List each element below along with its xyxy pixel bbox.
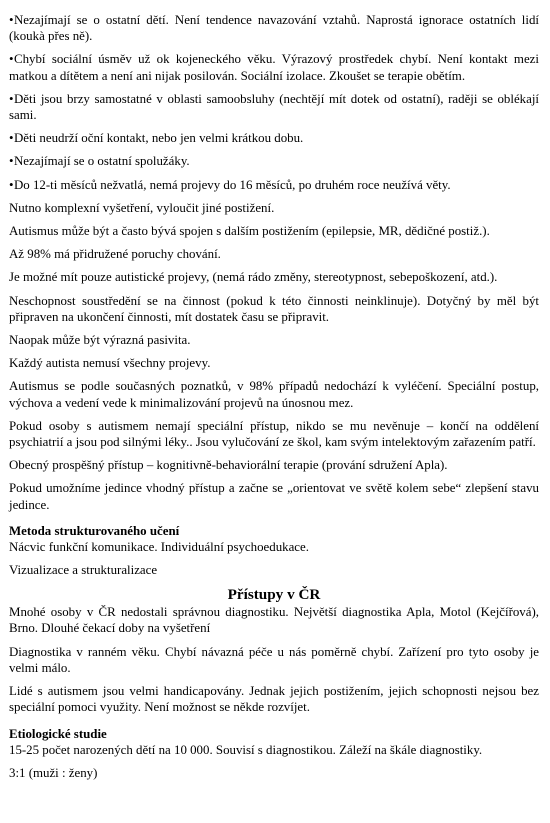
- paragraph: Mnohé osoby v ČR nedostali správnou diagnostiku. Největší diagnostika Apla, Motol (Kejčířová), Brno. Dlouhé čekací doby na vyšetření: [9, 605, 539, 636]
- paragraph: Nutno komplexní vyšetření, vyloučit jiné postižení.: [9, 200, 275, 215]
- bullet-icon: •: [9, 91, 14, 106]
- paragraph: 3:1 (muži : ženy): [9, 765, 98, 780]
- section-heading-metoda: Metoda strukturovaného učení: [9, 523, 180, 538]
- bullet-text: Do 12-ti měsíců nežvatlá, nemá projevy do 16 měsíců, po druhém roce neužívá věty.: [14, 177, 451, 192]
- paragraph: Nácvic funkční komunikace. Individuální psychoedukace.: [9, 539, 309, 554]
- bullet-paragraph: [9, 130, 539, 146]
- paragraph: Autismus se podle současných poznatků, v 98% případů nedochází k vyléčení. Speciální postup, výchova a vedení vede k minimalizování projevů na únosnou mez.: [9, 379, 539, 410]
- paragraph: Pokud osoby s autismem nemají speciální přístup, nikdo se mu nevěnuje – končí na oddělení psychiatrií a jsou pod silnými léky.. Jsou vylučování ze škol, kam svým intelektovým zařazením patří.: [9, 418, 539, 450]
- paragraph: Diagnostika v ranném věku. Chybí návazná péče u nás poměrně chybí. Zařízení pro tyto osoby je velmi málo.: [9, 644, 539, 675]
- etiology-section: [9, 726, 539, 781]
- section-heading-pristupy: Přístupy v ČR: [227, 586, 321, 604]
- paragraph: Lidé s autismem jsou velmi handicapovány. Jednak jejich postižením, jejich schopnosti nejsou bez speciální pomoci využity. Není možnost se někde rozvíjet.: [9, 684, 539, 715]
- paragraph: Neschopnost soustředění se na činnost (pokud k této činnosti neinklinuje). Dotyčný by měl být připraven na ukončení činnosti, mít dostatek času se připravit.: [9, 293, 539, 324]
- approaches-cr-section: [9, 585, 539, 715]
- document-page: [9, 12, 539, 788]
- bullet-paragraph: [9, 51, 539, 83]
- paragraph: Až 98% má přidružené poruchy chování.: [9, 247, 221, 262]
- bullet-paragraph: [9, 153, 539, 169]
- paragraph: Autismus může být a často bývá spojen s dalším postižením (epilepsie, MR, dědičné postiž.).: [9, 224, 490, 239]
- bullet-text: Nezajímají se o ostatní dětí. Není tendence navazování vztahů. Naprostá ignorace ostatních lidí (koukà přes ně).: [9, 13, 539, 44]
- bullet-text: Děti jsou brzy samostatné v oblasti samoobsluhy (nechtějí mít dotek od ostatní), raději se oblékají sami.: [9, 91, 539, 123]
- bullet-text: Nezajímají se o ostatní spolužáky.: [14, 154, 190, 169]
- bullet-icon: •: [9, 131, 14, 146]
- bullet-icon: •: [9, 13, 14, 27]
- general-notes: [9, 200, 539, 513]
- bullet-icon: •: [9, 177, 14, 192]
- paragraph: Naopak může být výrazná pasivita.: [9, 333, 191, 348]
- section-heading-etiologie: Etiologické studie: [9, 726, 107, 741]
- bullet-text: Děti neudrží oční kontakt, nebo jen velmi krátkou dobu.: [14, 131, 304, 146]
- bullet-text: Chybí sociální úsměv už ok kojeneckého věku. Výrazový prostředek chybí. Není kontakt mezi matkou a dítětem a není ani nijak posilován. Sociální izolace. Zkoušet se terapie obětím.: [9, 52, 539, 83]
- symptom-bullet-list: [9, 12, 539, 193]
- paragraph: Pokud umožníme jedince vhodný přístup a začne se „orientovat ve světě kolem sebe“ zlepšení stavu jedince.: [9, 481, 539, 512]
- bullet-icon: •: [9, 154, 14, 169]
- bullet-paragraph: [9, 91, 539, 123]
- bullet-paragraph: [9, 177, 539, 193]
- structured-learning-section: [9, 523, 539, 578]
- bullet-paragraph: [9, 12, 539, 44]
- paragraph: Je možné mít pouze autistické projevy, (nemá rádo změny, stereotypnost, sebepoškození, atd.).: [9, 270, 498, 285]
- paragraph: Vizualizace a strukturalizace: [9, 563, 158, 578]
- paragraph: Každý autista nemusí všechny projevy.: [9, 356, 211, 371]
- bullet-icon: •: [9, 52, 14, 67]
- paragraph: 15-25 počet narozených dětí na 10 000. Souvisí s diagnostikou. Záleží na škále diagnostiky.: [9, 742, 483, 757]
- paragraph: Obecný prospěšný přístup – kognitivně-behaviorální terapie (prování sdružení Apla).: [9, 458, 448, 473]
